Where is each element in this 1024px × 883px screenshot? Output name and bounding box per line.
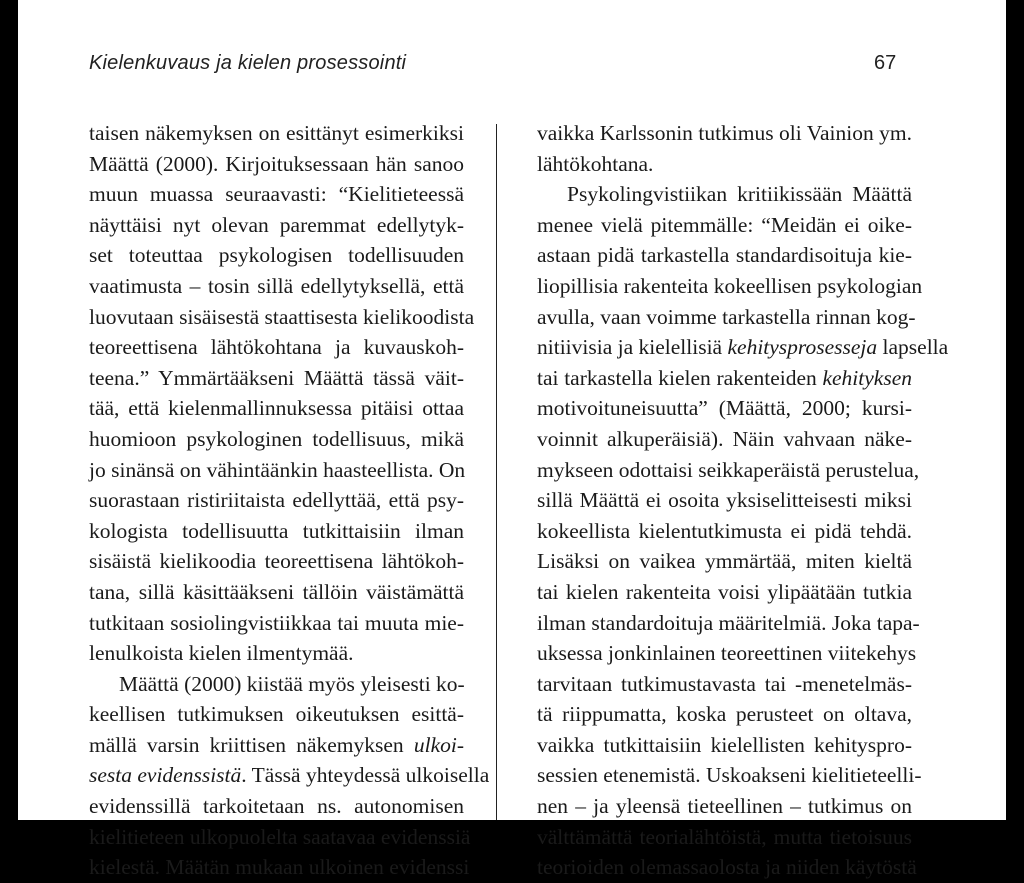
line-text: evidenssillä tarkoitetaan ns. autonomisen	[89, 794, 464, 819]
line-text: tää, että kielenmallinnuksessa pitäisi ottaa	[89, 396, 464, 421]
line-text: nitiivisia ja kielellisiä	[537, 335, 728, 360]
line-text: Psykolingvistiikan kritiikissään Määttä	[567, 182, 912, 207]
text-line	[537, 179, 912, 210]
column-divider	[496, 124, 497, 820]
book-page	[18, 0, 1006, 880]
text-line	[89, 332, 464, 363]
text-line	[537, 393, 912, 424]
line-text: lenulkoista kielen ilmentymää.	[89, 641, 354, 666]
text-line	[89, 424, 464, 455]
line-text: lähtökohtana.	[537, 151, 654, 176]
line-text: sessien etenemistä. Uskoakseni kielitieteelli-	[537, 763, 922, 788]
text-line	[89, 699, 464, 730]
text-line	[89, 546, 464, 577]
text-line	[537, 638, 917, 669]
line-text: mällä varsin kriittisen näkemyksen	[89, 732, 414, 757]
line-text: tai kielen rakenteita voisi ylipäätään tutkia	[537, 579, 912, 604]
page-number: 67	[874, 52, 897, 74]
text-line	[537, 760, 922, 791]
line-text: astaan pidä tarkastella standardisoituja kie-	[537, 243, 912, 268]
text-line	[89, 852, 470, 883]
line-text: motivoituneisuutta” (Määttä, 2000; kursi-	[537, 396, 912, 421]
line-text: tutkitaan sosiolingvistiikkaa tai muuta mie-	[89, 610, 464, 635]
text-line	[537, 363, 912, 394]
text-line	[537, 210, 912, 241]
line-text: . Tässä yhteydessä ulkoisella	[241, 763, 490, 788]
text-line	[89, 393, 464, 424]
text-line	[537, 332, 949, 363]
running-header-title: Kielenkuvaus ja kielen prosessointi	[89, 52, 407, 74]
text-line	[89, 302, 475, 333]
line-text: lapsella	[877, 335, 949, 360]
line-text: taisen näkemyksen on esittänyt esimerkiksi	[89, 121, 464, 145]
right-column-text	[537, 118, 949, 883]
text-line	[89, 485, 464, 516]
text-line	[89, 149, 464, 180]
line-text: tai tarkastella kielen rakenteiden	[537, 365, 823, 390]
line-text: kielestä. Määtän mukaan ulkoinen evidenssi	[89, 855, 470, 880]
line-text: vaikka Karlssonin tutkimus oli Vainion ym.	[537, 121, 912, 145]
text-line	[537, 822, 912, 853]
line-text: suorastaan ristiriitaista edellyttää, että psy-	[89, 488, 464, 513]
text-line	[89, 271, 464, 302]
text-line	[537, 149, 912, 180]
line-text: Määttä (2000) kiistää myös yleisesti ko-	[119, 671, 465, 696]
text-line	[537, 271, 923, 302]
line-text: ilman standardoituja määritelmiä. Joka tapa-	[537, 610, 920, 635]
text-line	[89, 363, 464, 394]
text-line	[537, 577, 912, 608]
line-text: jo sinänsä on vähintäänkin haasteellista. On	[89, 457, 466, 482]
line-text: menee vielä pitemmälle: “Meidän ei oike-	[537, 212, 912, 237]
line-text: välttämättä teorialähtöistä, mutta tietoisuus	[537, 824, 912, 849]
line-text: vaatimusta – tosin sillä edellytyksellä, että	[89, 273, 464, 298]
line-text: voinnit alkuperäisiä). Näin vahvaan näke-	[537, 426, 912, 451]
text-line	[89, 516, 464, 547]
line-text: tana, sillä käsittääkseni tällöin väistämättä	[89, 579, 464, 604]
text-line	[89, 638, 464, 669]
text-line	[537, 118, 912, 149]
line-text: sisäistä kielikoodia teoreettisena lähtökoh-	[89, 549, 464, 574]
line-text: muun muassa seuraavasti: “Kielitieteessä	[89, 182, 464, 207]
text-line	[89, 179, 464, 210]
line-text: teorioiden olemassaolosta ja niiden käytöstä	[537, 855, 917, 880]
italic-text: ulkoi-	[413, 732, 464, 757]
line-text: kielitieteen ulkopuolelta saatavaa evidenssiä	[89, 824, 471, 849]
text-line	[89, 791, 464, 822]
text-line	[537, 791, 912, 822]
line-text: Määttä (2000). Kirjoituksessaan hän sanoo	[89, 151, 464, 176]
line-text: Lisäksi on vaikea ymmärtää, miten kieltä	[537, 549, 912, 574]
italic-text: kehityksen	[822, 365, 912, 390]
line-text: keellisen tutkimuksen oikeutuksen esittä-	[89, 702, 464, 727]
line-text: teena.” Ymmärtääkseni Määttä tässä väit-	[89, 365, 464, 390]
text-line	[537, 546, 912, 577]
text-line	[537, 455, 920, 486]
line-text: liopillisia rakenteita kokeellisen psykologian	[537, 273, 923, 298]
text-line	[89, 455, 464, 486]
line-text: set toteuttaa psykologisen todellisuuden	[89, 243, 464, 268]
line-text: teoreettisena lähtökohtana ja kuvauskoh-	[89, 335, 464, 360]
line-text: huomioon psykologinen todellisuus, mikä	[89, 426, 464, 451]
text-line	[537, 730, 912, 761]
line-text: mykseen odottaisi seikkaperäistä perustelua,	[537, 457, 920, 482]
text-line	[537, 424, 912, 455]
line-text: näyttäisi nyt olevan paremmat edellytyk-	[89, 212, 464, 237]
text-line	[89, 669, 464, 700]
line-text: tä riippumatta, koska perusteet on oltava,	[537, 702, 912, 727]
text-line	[537, 302, 916, 333]
text-line	[89, 822, 471, 853]
line-text: vaikka tutkittaisiin kielellisten kehityspro-	[537, 732, 912, 757]
text-line	[537, 516, 912, 547]
text-line	[89, 608, 464, 639]
text-line	[89, 577, 464, 608]
line-text: tarvitaan tutkimustavasta tai -menetelmäs-	[537, 671, 912, 696]
text-line	[537, 699, 912, 730]
text-line	[537, 669, 912, 700]
text-line	[537, 485, 912, 516]
text-line	[89, 730, 464, 761]
line-text: sillä Määttä ei osoita yksiselitteisesti miksi	[537, 488, 912, 513]
text-line	[537, 608, 920, 639]
text-line	[89, 760, 490, 791]
italic-text: sesta evidenssistä	[89, 763, 242, 788]
text-line	[537, 852, 917, 883]
line-text: nen – ja yleensä tieteellinen – tutkimus on	[537, 794, 912, 819]
line-text: kologista todellisuutta tutkittaisiin ilman	[89, 518, 464, 543]
text-line	[89, 210, 464, 241]
line-text: avulla, vaan voimme tarkastella rinnan kog-	[537, 304, 916, 329]
text-line	[89, 240, 464, 271]
left-column-text	[89, 118, 490, 883]
italic-text: kehitysprosesseja	[727, 335, 878, 360]
text-line	[89, 118, 464, 149]
line-text: luovutaan sisäisestä staattisesta kielikoodista	[89, 304, 475, 329]
line-text: kokeellista kielentutkimusta ei pidä tehdä.	[537, 518, 912, 543]
text-line	[537, 240, 912, 271]
line-text: uksessa jonkinlainen teoreettinen viitekehys	[537, 641, 917, 666]
